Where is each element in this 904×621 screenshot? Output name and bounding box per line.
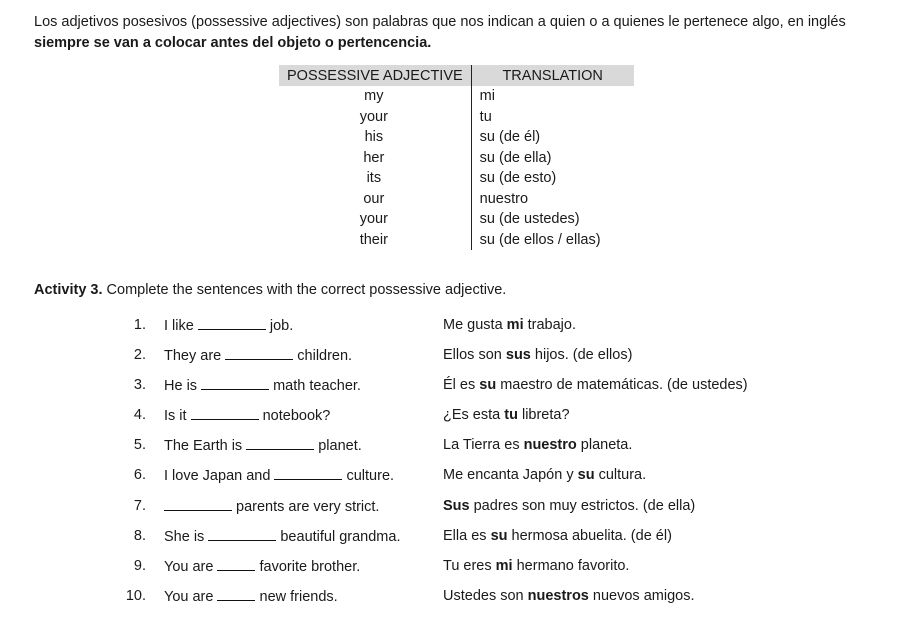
- sentence-before: You are: [164, 588, 218, 605]
- translation-possessive: nuestros: [527, 587, 589, 604]
- adjective-cell: its: [279, 168, 471, 189]
- english-sentence: [164, 465, 394, 486]
- adjective-cell: our: [279, 189, 471, 210]
- translation-cell: tu: [479, 108, 492, 125]
- intro-lead: Los adjetivos posesivos (possessive adjectives) son palabras que nos indican a quien o a quienes le pertenece algo, en inglés: [34, 14, 846, 30]
- translation-possessive: su: [577, 467, 595, 484]
- sentence-number: 8.: [133, 527, 146, 544]
- sentence-number: 9.: [133, 557, 146, 574]
- table-row: [279, 107, 634, 128]
- sentence-after: new friends.: [255, 588, 338, 605]
- english-sentence: [164, 345, 352, 366]
- sentence-row: [120, 345, 880, 375]
- sentence-number: 5.: [133, 437, 146, 454]
- answer-blank[interactable]: [217, 586, 255, 601]
- sentence-row: [120, 586, 880, 616]
- translation-before: Me encanta Japón y: [443, 467, 578, 484]
- translation-before: Me gusta: [443, 317, 507, 333]
- sentence-before: I love Japan and: [164, 468, 275, 485]
- sentence-before: They are: [164, 348, 226, 365]
- answer-blank[interactable]: [274, 465, 342, 480]
- translation-cell: su (de ustedes): [479, 211, 580, 227]
- sentence-number: 1.: [133, 317, 146, 333]
- translation-after: hermano favorito.: [512, 557, 630, 574]
- translation-cell: su (de ellos / ellas): [479, 231, 601, 248]
- spanish-translation: [443, 315, 576, 335]
- translation-after: nuevos amigos.: [588, 587, 695, 604]
- sentence-row: [120, 556, 880, 586]
- sentence-after: parents are very strict.: [232, 498, 380, 515]
- sentence-number: 2.: [133, 347, 146, 364]
- possessive-table: [279, 65, 634, 250]
- translation-possessive: su: [479, 377, 497, 394]
- translation-before: Ella es: [443, 527, 491, 544]
- translation-cell: su (de él): [479, 129, 541, 145]
- sentence-number: 7.: [133, 497, 146, 514]
- spanish-translation: [443, 526, 672, 546]
- translation-possessive: sus: [505, 347, 531, 364]
- activity-title: [34, 282, 506, 298]
- sentence-after: notebook?: [258, 408, 331, 425]
- table-row: [279, 189, 634, 210]
- answer-blank[interactable]: [225, 345, 293, 360]
- activity-label: Activity 3.: [34, 282, 103, 298]
- adjective-cell: my: [279, 86, 471, 107]
- english-sentence: [164, 586, 338, 607]
- sentence-row: [120, 526, 880, 556]
- spanish-translation: [443, 375, 748, 395]
- adjective-cell: his: [279, 127, 471, 148]
- table-row: [279, 230, 634, 251]
- translation-after: padres son muy estrictos. (de ella): [469, 497, 696, 514]
- answer-blank[interactable]: [191, 405, 259, 420]
- answer-blank[interactable]: [246, 435, 314, 450]
- adjective-cell: your: [279, 209, 471, 230]
- english-sentence: [164, 496, 379, 517]
- translation-after: trabajo.: [523, 317, 576, 333]
- answer-blank[interactable]: [164, 496, 232, 511]
- translation-possessive: nuestro: [523, 437, 577, 454]
- intro-paragraph: [34, 12, 884, 54]
- table-row: [279, 127, 634, 148]
- answer-blank[interactable]: [198, 315, 266, 330]
- answer-blank[interactable]: [208, 526, 276, 541]
- english-sentence: [164, 526, 400, 547]
- translation-cell: mi: [479, 88, 495, 104]
- answer-blank[interactable]: [217, 556, 255, 571]
- sentence-row: [120, 405, 880, 435]
- sentence-before: She is: [164, 528, 209, 545]
- sentence-row: [120, 496, 880, 526]
- table-header-row: [279, 65, 634, 86]
- sentence-list: [120, 315, 880, 616]
- table-row: [279, 168, 634, 189]
- sentence-before: The Earth is: [164, 438, 247, 455]
- translation-after: planeta.: [576, 437, 633, 454]
- sentence-number: 4.: [133, 407, 146, 424]
- sentence-after: children.: [293, 348, 353, 365]
- sentence-after: math teacher.: [269, 378, 361, 395]
- translation-possessive: su: [490, 527, 508, 544]
- adjective-cell: their: [279, 230, 471, 251]
- sentence-after: beautiful grandma.: [276, 528, 401, 545]
- table-row: [279, 86, 634, 107]
- answer-blank[interactable]: [201, 375, 269, 390]
- sentence-after: favorite brother.: [255, 558, 361, 575]
- translation-before: Él es: [443, 377, 480, 394]
- translation-cell: su (de ella): [479, 149, 552, 166]
- sentence-before: I like: [164, 318, 198, 334]
- header-translation: TRANSLATION: [471, 65, 634, 86]
- translation-before: La Tierra es: [443, 437, 524, 454]
- sentence-row: [120, 375, 880, 405]
- sentence-before: You are: [164, 558, 218, 575]
- translation-before: Ellos son: [443, 347, 506, 364]
- translation-cell: nuestro: [479, 190, 529, 207]
- english-sentence: [164, 405, 330, 426]
- translation-after: libreta?: [517, 407, 570, 424]
- english-sentence: [164, 315, 293, 336]
- table-row: [279, 209, 634, 230]
- adjective-cell: your: [279, 107, 471, 128]
- spanish-translation: [443, 405, 570, 425]
- adjective-cell: her: [279, 148, 471, 169]
- sentence-before: He is: [164, 378, 202, 395]
- spanish-translation: [443, 465, 646, 485]
- spanish-translation: [443, 345, 632, 365]
- translation-possessive: mi: [495, 557, 513, 574]
- activity-instruction: Complete the sentences with the correct possessive adjective.: [102, 282, 507, 298]
- sentence-row: [120, 315, 880, 345]
- translation-before: Tu eres: [443, 557, 496, 574]
- translation-before: ¿Es esta: [443, 407, 505, 424]
- translation-possessive: Sus: [443, 497, 470, 514]
- table-row: [279, 148, 634, 169]
- sentence-after: culture.: [342, 468, 395, 485]
- sentence-number: 10.: [125, 587, 146, 604]
- sentence-before: Is it: [164, 408, 191, 425]
- translation-after: hermosa abuelita. (de él): [507, 527, 672, 544]
- english-sentence: [164, 375, 361, 396]
- translation-after: maestro de matemáticas. (de ustedes): [496, 377, 748, 394]
- header-possessive-adjective: POSSESSIVE ADJECTIVE: [279, 65, 471, 86]
- english-sentence: [164, 556, 360, 577]
- translation-possessive: tu: [504, 407, 518, 424]
- sentence-after: job.: [265, 318, 294, 334]
- spanish-translation: [443, 496, 695, 516]
- sentence-row: [120, 435, 880, 465]
- intro-rest: siempre se van a colocar antes del objeto o pertencencia.: [34, 35, 432, 51]
- translation-before: Ustedes son: [443, 587, 528, 604]
- english-sentence: [164, 435, 362, 456]
- sentence-number: 6.: [133, 467, 146, 484]
- sentence-after: planet.: [314, 438, 362, 455]
- translation-cell: su (de esto): [479, 170, 557, 186]
- translation-possessive: mi: [506, 317, 524, 333]
- spanish-translation: [443, 586, 694, 606]
- spanish-translation: [443, 435, 632, 455]
- sentence-row: [120, 465, 880, 495]
- translation-after: cultura.: [594, 467, 647, 484]
- spanish-translation: [443, 556, 629, 576]
- sentence-number: 3.: [133, 377, 146, 394]
- translation-after: hijos. (de ellos): [530, 347, 633, 364]
